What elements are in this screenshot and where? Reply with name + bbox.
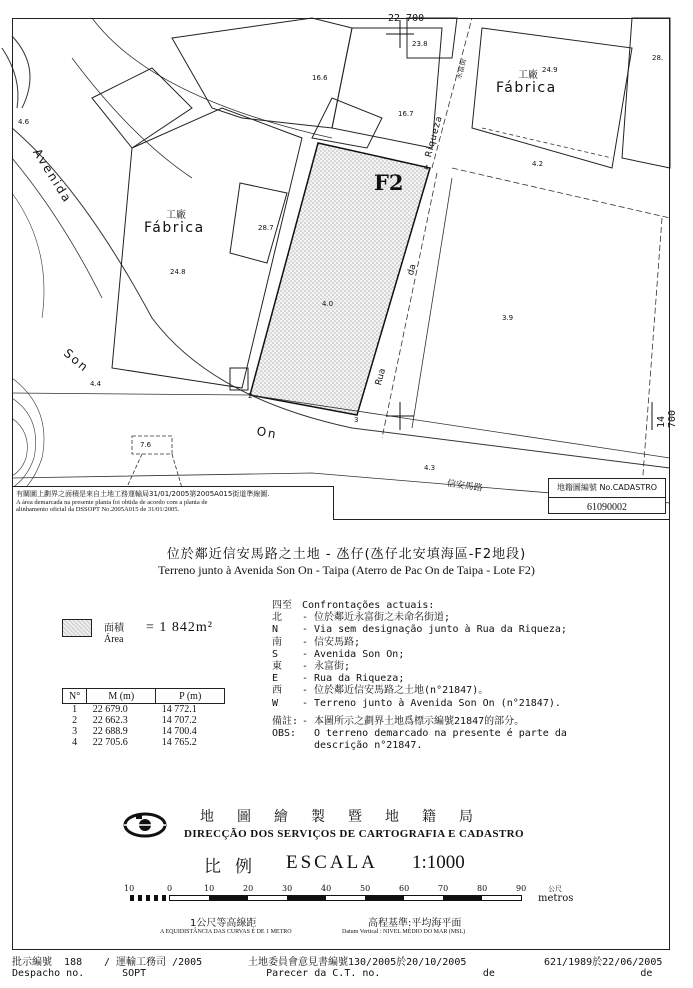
col-header-p: P (m) xyxy=(156,689,225,704)
coordinates-table xyxy=(62,688,225,748)
factory-label-zh-left: 工廠 xyxy=(166,210,186,221)
heading-pt: Confrontações actuais: xyxy=(302,600,435,611)
department-name-pt: DIRECÇÃO DOS SERVIÇOS DE CARTOGRAFIA E CADASTRO xyxy=(184,828,524,840)
scale-unit-pt: metros xyxy=(538,893,574,904)
description: - 信安馬路; xyxy=(302,636,361,648)
parecer-zh: 土地委員會意見書編號130/2005於20/10/2005 xyxy=(248,957,467,968)
equidistance-pt: A EQUIDISTÂNCIA DAS CURVAS É DE 1 METRO xyxy=(160,929,292,935)
dscc-logo-icon xyxy=(122,810,168,840)
direction: 北 xyxy=(272,612,282,624)
factory-label-pt-right: Fábrica xyxy=(496,80,557,96)
sopt-pt: SOPT xyxy=(122,968,147,979)
scale-tick: 50 xyxy=(360,884,371,893)
elevation: 4.4 xyxy=(90,380,102,388)
obs-pt-label: OBS: xyxy=(272,728,297,740)
obs-zh-label: 備註: xyxy=(272,715,299,727)
scale-tick: 90 xyxy=(516,884,527,893)
street-label-zh-yongfu: 永富街 xyxy=(454,57,469,81)
col-header-no: N° xyxy=(63,689,87,704)
obs-zh-row xyxy=(272,716,567,728)
coord-right: 14 700 xyxy=(656,409,678,428)
table-header-row xyxy=(63,689,225,704)
confrontacao-row xyxy=(272,698,567,710)
elevation: 4.2 xyxy=(532,160,544,168)
area-label-pt: Área xyxy=(104,634,124,645)
despacho-label-pt: Despacho no. xyxy=(12,968,85,979)
confrontacao-row xyxy=(272,685,567,697)
cadastro-label-pt: No.CADASTRO xyxy=(599,483,658,492)
coord-top: 22 700 xyxy=(388,13,425,24)
description: - 位於鄰近永富街之未命名街道; xyxy=(302,612,451,624)
description: - Terreno junto à Avenida Son On (n°21847). xyxy=(302,697,561,709)
table-row xyxy=(63,737,225,748)
confrontacao-row xyxy=(272,661,567,673)
cell: 4 xyxy=(72,737,78,748)
department-name-zh: 地圖繪製暨地籍局 xyxy=(200,809,496,825)
description: - Avenida Son On; xyxy=(302,648,405,660)
cell: 22 705.6 xyxy=(92,737,128,748)
scale-label-zh: 比例 xyxy=(204,857,266,877)
scale-tick: 60 xyxy=(399,884,410,893)
street-label-da: da xyxy=(406,263,419,277)
scale-tick: 70 xyxy=(438,884,449,893)
obs-pt-text: O terreno demarcado na presente é parte da xyxy=(314,728,567,740)
direction: 南 xyxy=(272,636,282,648)
scale-label-pt: ESCALA xyxy=(286,852,378,873)
scale-tick: 30 xyxy=(282,884,293,893)
footer-ref xyxy=(544,957,662,979)
cell: 22 688.9 xyxy=(92,726,128,737)
scale-value: 1:1000 xyxy=(412,852,465,873)
elevation: 16.6 xyxy=(312,74,328,82)
vertex-label: 2 xyxy=(248,392,253,400)
table-row xyxy=(63,726,225,737)
parecer-pt: Parecer da C.T. no. xyxy=(266,968,381,979)
col-header-m: M (m) xyxy=(87,689,156,704)
direction: E xyxy=(272,673,279,685)
cell: 2 xyxy=(72,715,78,726)
cell: 14 765.2 xyxy=(161,737,197,748)
cell: 1 xyxy=(72,704,78,715)
scale-bar-subdivision xyxy=(130,895,169,901)
cell: 14 707.2 xyxy=(161,715,197,726)
vertex-label: 3 xyxy=(354,416,359,424)
cadastro-label-zh: 地籍圖編號 xyxy=(556,483,597,492)
direction: S xyxy=(272,648,279,660)
table-row xyxy=(63,715,225,726)
description: - Rua da Riqueza; xyxy=(302,673,405,685)
elevation: 4.3 xyxy=(424,464,436,472)
footer-parecer xyxy=(248,957,495,979)
elevation: 28.7 xyxy=(258,224,274,232)
cell: 14 772.1 xyxy=(161,704,197,715)
confrontacao-row xyxy=(272,612,567,624)
street-label-zh-xinan: 信安馬路 xyxy=(446,478,484,494)
confrontacao-row xyxy=(272,673,567,685)
cell: 3 xyxy=(72,726,78,737)
obs-pt-row2 xyxy=(272,740,567,752)
cadastro-number: 61090002 xyxy=(549,497,665,513)
street-label-rua: Rua xyxy=(374,367,389,387)
street-label-riqueza: Riqueza xyxy=(424,114,445,159)
obs-pt-text2: descrição n°21847. xyxy=(314,740,423,752)
lot-label: F2 xyxy=(374,170,404,195)
despacho-number: 188 xyxy=(64,957,83,968)
vertex-label: 4 xyxy=(424,164,429,172)
scale-tick: 10 xyxy=(204,884,215,893)
elevation: 4.6 xyxy=(18,118,30,126)
datum-pt: Datum Vertical : NIVEL MÉDIO DO MAR (MSL) xyxy=(342,929,466,935)
sopt-zh: / 運輸工務司 /2005 xyxy=(104,957,203,968)
scale-tick: 80 xyxy=(477,884,488,893)
cell: 22 662.3 xyxy=(92,715,128,726)
area-label-zh: 面積 xyxy=(104,623,124,634)
scale-bar xyxy=(130,895,522,901)
despacho-label-zh: 批示編號 xyxy=(12,957,52,968)
datum-zh: 高程基準:平均海平面 xyxy=(368,918,462,929)
description: - Via sem designação junto à Rua da Riqueza; xyxy=(302,624,567,636)
area-legend-swatch xyxy=(62,619,92,637)
direction: 西 xyxy=(272,685,282,697)
confrontacoes-block xyxy=(272,600,567,752)
source-note-zh: 有關圖上劃界之面積是來自土地工務運輸局31/01/2005第2005A015街道準線圖. xyxy=(16,490,270,498)
description: - 位於鄰近信安馬路之土地(n°21847)。 xyxy=(302,685,489,697)
parecer-de: de xyxy=(482,968,495,979)
direction: 東 xyxy=(272,661,282,673)
elevation: 7.6 xyxy=(140,441,152,449)
factory-label-pt-left: Fábrica xyxy=(144,220,205,236)
street-label-avenida: Avenida xyxy=(30,146,75,206)
obs-zh-text: - 本圖所示之劃界土地爲標示編號21847的部分。 xyxy=(302,715,525,727)
confrontacao-row xyxy=(272,624,567,636)
elevation: 4.0 xyxy=(322,300,334,308)
street-label-son: Son xyxy=(61,346,92,376)
scale-tick: 10 xyxy=(124,884,135,893)
footer-despacho xyxy=(12,957,84,979)
table-row xyxy=(63,704,225,716)
equidistance-zh: 1公尺等高線距 xyxy=(190,918,257,929)
confrontacoes-heading xyxy=(272,600,567,612)
obs-pt-row xyxy=(272,728,567,740)
cell: 22 679.0 xyxy=(92,704,128,715)
area-value: = 1 842m² xyxy=(146,620,213,635)
scale-unit-zh: 公尺 xyxy=(548,885,562,893)
scale-tick: 20 xyxy=(243,884,254,893)
elevation: 24.8 xyxy=(170,268,186,276)
elevation: 3.9 xyxy=(502,314,514,322)
cell: 14 700.4 xyxy=(161,726,197,737)
elevation: 24.9 xyxy=(542,66,558,74)
title-zh: 位於鄰近信安馬路之土地 - 氹仔(氹仔北安填海區-F2地段) xyxy=(166,547,527,562)
elevation: 23.8 xyxy=(412,40,428,48)
ref-de: de xyxy=(640,968,653,979)
source-note-pt1: A área demarcada na presente planta foi obtida de acordo com a planta de xyxy=(16,499,208,506)
scale-tick: 40 xyxy=(321,884,332,893)
direction: W xyxy=(272,697,279,709)
source-note-pt2: alinhamento oficial da DSSOPT No.2005A015 de 31/01/2005. xyxy=(16,506,180,513)
ref-number: 621/1989於22/06/2005 xyxy=(544,957,663,968)
title-pt: Terreno junto à Avenida Son On - Taipa (Aterro de Pac On de Taipa - Lote F2) xyxy=(158,563,535,577)
footer-sopt xyxy=(104,957,202,979)
confrontacao-row xyxy=(272,637,567,649)
elevation: 16.7 xyxy=(398,110,414,118)
street-label-on: On xyxy=(255,424,279,442)
elevation: 28. xyxy=(652,54,664,62)
confrontacao-row xyxy=(272,649,567,661)
heading-zh: 四至 xyxy=(272,600,292,611)
direction: N xyxy=(272,624,279,636)
factory-label-zh-right: 工廠 xyxy=(518,70,538,81)
scale-tick: 0 xyxy=(167,884,173,893)
description: - 永富街; xyxy=(302,661,351,673)
